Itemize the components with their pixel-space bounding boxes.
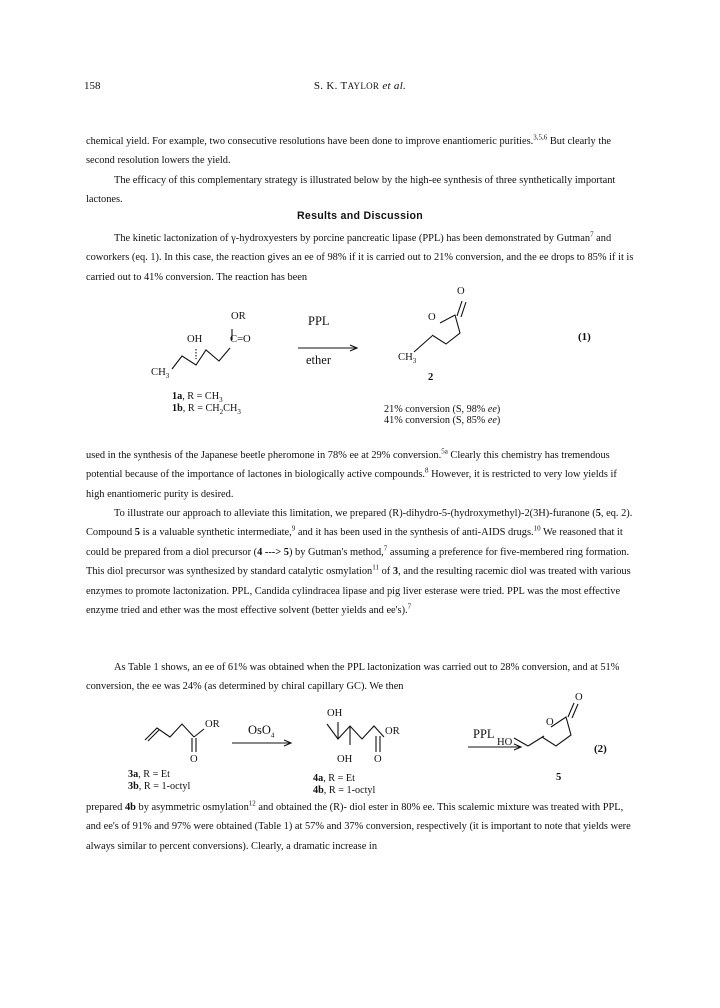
paragraph-5: To illustrate our approach to alleviate this limitation, we prepared (R)-dihydro-5-(hydroxymethyl)-2(3H)-furanone (5, eq. 2). Compound 5 is a valuable synthetic intermediate,$^9$ and it has been used in the synthesis of anti-AIDS drugs.$^{10}$ We reasoned that it could be prepared from a diol precursor (4 ---> 5) by Gutman's method,$^7$ assuming a preference for five-membered ring formation. This diol precursor was synthesized by standard catalytic osmylation$^{11}$ of 3, and the resulting racemic diol was treated with various enzymes to promote lactonization. PPL, Candida cylindracea lipase and pig liver esterase were tried. PPL was the most effective enzyme tried and ether was the most effective solvent (better yields and ee's).$^7$ [86,508,633,617]
result-21-percent: 21% conversion (S, 98% ee) [384,404,501,415]
result-41-percent: 41% conversion (S, 85% ee) [384,415,501,426]
atom-carbonyl: C=O [230,334,251,345]
reagent-ppl-2: PPL [473,727,495,741]
s5-ho: HO [497,737,513,748]
s4-oh-bottom: OH [337,754,353,765]
s4-oh-top: OH [327,708,343,719]
s5-carbonyl-o: O [575,692,583,703]
s5-ring-o: O [546,717,554,728]
s3-carbonyl-o: O [190,754,198,765]
compound-3a-label: 3a, R = Et [128,769,170,780]
s4-or: OR [385,726,400,737]
s4-carbonyl-o: O [374,754,382,765]
equation-number-2: (2) [594,743,607,755]
paragraph-7: prepared 4b by asymmetric osmylation$^{12}$ and obtained the (R)- diol ester in 80% ee. This scalemic mixture was treated with PPL, and ee's of 91% and 97% were obtained (Table 1) at 57% and 37% conversion, respectively (it is important to note that yields were always similar to percent conversions). Clearly, a dramatic increase in [86,799,631,852]
product-carbonyl-o: O [457,286,465,297]
section-heading: Results and Discussion [296,210,424,222]
atom-oh: OH [187,334,203,345]
product-number-5: 5 [556,772,562,783]
atom-ch3: $CH_3$ [151,367,170,381]
product-ring-o: O [428,312,436,323]
reagent-ppl: PPL [308,314,330,328]
paragraph-3: The kinetic lactonization of γ-hydroxyesters by porcine pancreatic lipase (PPL) has been demonstrated by Gutman$^7$ and coworkers (eq. 1). In this case, the reaction gives an ee of 98% if it is carried out to 21% conversion, and the ee drops to 85% if it is carried out to 41% conversion. The reaction has been [86,230,634,283]
compound-1b-label: 1b, $R = CH_2CH_3$ [172,403,241,417]
compound-4a-label: 4a, R = Et [313,773,355,784]
paragraph-1: chemical yield. For example, two consecutive resolutions have been done to improve enantiomeric purities.$^{3,5,6}$ But clearly the second resolution lowers the yield. [86,133,612,167]
paragraph-2: The efficacy of this complementary strategy is illustrated below by the high-ee synthesis of three synthetically important lactones. [86,175,616,206]
compound-1a-label: 1a, $R = CH_3$ [172,391,223,405]
s3-or: OR [205,719,220,730]
atom-or: OR [231,311,246,322]
compound-3b-label: 3b, R = 1-octyl [128,781,191,792]
paragraph-6: As Table 1 shows, an ee of 61% was obtained when the PPL lactonization was carried out to 28% conversion, and at 51% conversion, the ee was 24% (as determined by chiral capillary GC). We then [86,662,620,693]
product-number-2: 2 [428,372,434,383]
equation-number-1: (1) [578,331,591,343]
reagent-oso4: OsO$_4$ [248,723,275,740]
product-ch3: $CH_3$ [398,352,417,366]
page-number: 158 [84,80,101,92]
solvent-ether: ether [306,353,331,367]
compound-4b-label: 4b, R = 1-octyl [313,785,376,796]
paragraph-4: used in the synthesis of the Japanese beetle pheromone in 78% ee at 29% conversion.$^{5a}$ Clearly this chemistry has tremendous potential because of the importance of lactones in biologically active compounds.$^8$ However, it is restricted to very low yields if high enantiomeric purity is desired. [86,447,617,500]
running-head: S. K. TAYLOR et al. [313,80,407,92]
